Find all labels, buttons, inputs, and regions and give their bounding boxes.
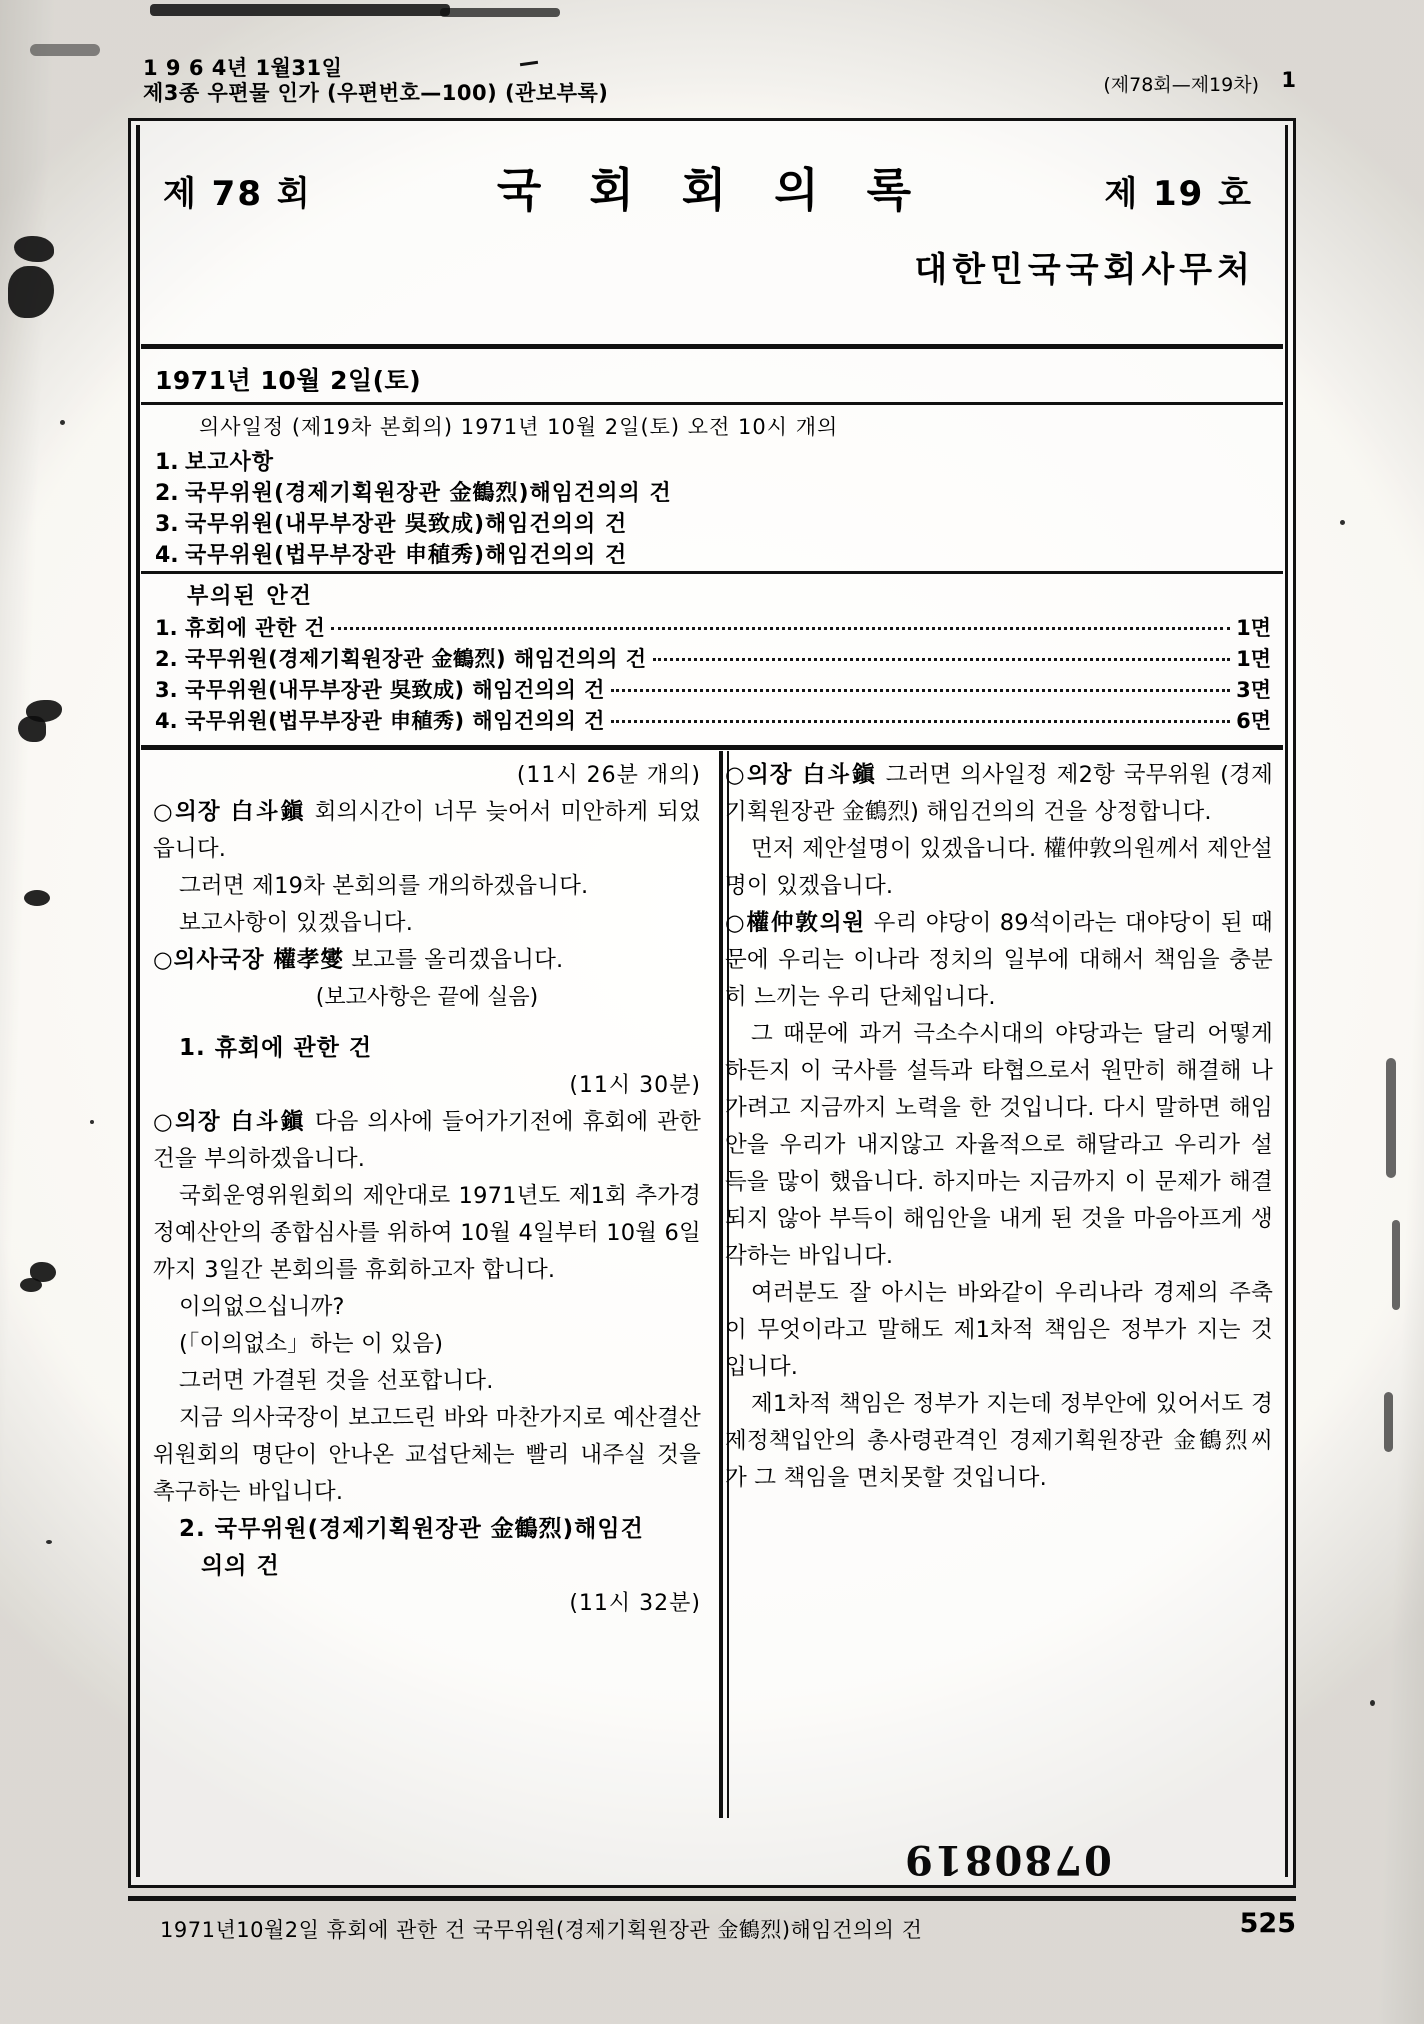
transcript-paragraph: 지금 의사국장이 보고드린 바와 마찬가지로 예산결산위원회의 명단이 안나온 교섭단체는 빨리 내주실 것을 촉구하는 바입니다. [153, 1405, 701, 1505]
speaker-label: ○의사국장 權孝燮 [153, 947, 344, 973]
contents-item [155, 706, 1271, 737]
publication-date: 1 9 6 4년 1월31일 [143, 56, 343, 80]
section-heading: 1. 휴회에 관한 건 [179, 1035, 373, 1061]
speaker-label: ○의장 白斗鎭 [725, 762, 878, 788]
contents-item-page: 1면 [1236, 647, 1271, 671]
session-date: 1971년 10월 2일(토) [155, 366, 422, 395]
section-time: (11시 32분) [569, 1591, 701, 1616]
section-heading: 2. 국무위원(경제기획원장관 金鶴烈)해임건 [179, 1516, 644, 1542]
contents-section [141, 575, 1283, 745]
transcript-paragraph [725, 905, 1273, 1016]
speaker-label: ○의장 白斗鎭 [153, 1109, 306, 1135]
transcript-paragraph: 여러분도 잘 아시는 바와같이 우리나라 경제의 주축이 무엇이라고 말해도 제1차적 책임은 정부가 지는 것입니다. [725, 1280, 1273, 1380]
agenda-item-number: 3. [155, 512, 179, 537]
agenda-item [155, 509, 1273, 540]
agenda-section [141, 405, 1283, 569]
masthead-issue: 제 19 호 [1104, 174, 1253, 214]
section-time: (11시 30분) [569, 1073, 701, 1098]
footer-page-number: 525 [1239, 1908, 1296, 1939]
contents-item-number: 2. [155, 647, 178, 671]
speaker-label: ○權仲敦의원 [725, 910, 866, 936]
column-divider [719, 751, 723, 1818]
archival-stamp-number: 0780819 [903, 1836, 1112, 1883]
divider-masthead [141, 344, 1283, 349]
transcript-paragraph: 국회운영위원회의 제안대로 1971년도 제1회 추가경정예산안의 종합심사를 위하여 10월 4일부터 10월 6일까지 3일간 본회의를 휴회하고자 합니다. [153, 1183, 701, 1283]
contents-list [155, 613, 1271, 737]
speech-text: 우리 야당이 89석이라는 대야당이 된 때문에 우리는 이나라 정치의 일부에 대해서 책임을 충분히 느끼는 우리 단체입니다. [725, 910, 1273, 1010]
dot-leader-icon [331, 627, 1230, 630]
dot-leader-icon [653, 658, 1231, 661]
dot-leader-icon [611, 720, 1230, 723]
agenda-item-label: 국무위원(내무부장관 吳致成)해임건의의 건 [185, 512, 628, 537]
agenda-item [155, 447, 1273, 478]
speech-text: 그러면 의사일정 제2항 국무위원 (경제기획원장관 金鶴烈) 해임건의의 건을 상정합니다. [725, 762, 1273, 825]
speech-text: 보고를 올리겠읍니다. [343, 947, 564, 973]
transcript-paragraph [153, 942, 701, 979]
agenda-item-label: 보고사항 [185, 450, 275, 475]
transcript-paragraph: 그러면 제19차 본회의를 개의하겠읍니다. [179, 873, 589, 899]
session-reference: (제78회—제19차) [1103, 74, 1259, 96]
transcript-paragraph: 제1차적 책임은 정부가 지는데 정부안에 있어서도 경제정책입안의 총사령관격인 경제기획원장관 金鶴烈씨가 그 책임을 면치못할 것입니다. [725, 1391, 1273, 1491]
contents-item-number: 3. [155, 678, 178, 702]
contents-item-page: 3면 [1236, 678, 1271, 702]
footer-rule [128, 1896, 1296, 1901]
speaker-label: ○의장 白斗鎭 [153, 799, 306, 825]
page-footer [128, 1896, 1296, 1956]
running-head-page-number: 1 [1281, 68, 1296, 92]
agenda-item-number: 2. [155, 481, 179, 506]
contents-item-label: 휴회에 관한 건 [185, 616, 326, 640]
contents-item-page: 6면 [1236, 709, 1271, 733]
agenda-item [155, 540, 1273, 571]
dot-leader-icon [611, 689, 1230, 692]
section-heading-continued: 의의 건 [201, 1553, 280, 1579]
contents-item-label: 국무위원(법무부장관 申稙秀) 해임건의의 건 [185, 709, 605, 733]
contents-item-number: 1. [155, 616, 178, 640]
speech-text: 다음 의사에 들어가기전에 휴회에 관한 건을 부의하겠읍니다. [153, 1109, 701, 1172]
open-time: (11시 26분 개의) [516, 763, 701, 788]
agenda-item-label: 국무위원(법무부장관 申稙秀)해임건의의 건 [185, 543, 628, 568]
speech-text: 회의시간이 너무 늦어서 미안하게 되었읍니다. [153, 799, 701, 862]
transcript-body [141, 749, 1283, 1822]
transcript-column-left [153, 757, 701, 1822]
agenda-list [155, 447, 1273, 571]
date-bar [141, 350, 1283, 402]
contents-item [155, 644, 1271, 675]
transcript-paragraph [153, 1104, 701, 1178]
postal-permit: 제3종 우편물 인가 (우편번호—100) (관보부록) [143, 81, 609, 105]
contents-item-number: 4. [155, 709, 178, 733]
running-head [0, 0, 1424, 120]
page-frame [128, 118, 1296, 1888]
transcript-paragraph: 그 때문에 과거 극소수시대의 야당과는 달리 어떻게 하든지 이 국사를 설득과 타협으로서 원만히 해결해 나가려고 지금까지 노력을 한 것입니다. 다시 말하면 해임안을 우리가 내지않고 자율적으로 해달라고 우리가 설득을 많이 했읍니다. 하지마는 지금까지 이 문제가 해결되지 않아 부득이 해임안을 내게 된 것을 마음아프게 생각하는 바입니다. [725, 1021, 1273, 1269]
divider-agenda [141, 571, 1283, 574]
agenda-item [155, 478, 1273, 509]
masthead-office: 대한민국국회사무처 [914, 250, 1255, 290]
agenda-item-number: 4. [155, 543, 179, 568]
editorial-note: (보고사항은 끝에 실음) [315, 985, 539, 1010]
transcript-paragraph: 이의없으십니까? [179, 1294, 345, 1320]
transcript-paragraph: 먼저 제안설명이 있겠읍니다. 權仲敦의원께서 제안설명이 있겠읍니다. [725, 836, 1273, 899]
contents-item [155, 675, 1271, 706]
page-title: 국 회 회 의 록 [496, 163, 928, 217]
editorial-note: (「이의없소」하는 이 있음) [179, 1331, 444, 1357]
agenda-item-label: 국무위원(경제기획원장관 金鶴烈)해임건의의 건 [185, 481, 672, 506]
masthead [141, 126, 1283, 344]
contents-item-label: 국무위원(내무부장관 吳致成) 해임건의의 건 [185, 678, 605, 702]
running-head-left [143, 56, 608, 106]
footer-running-title: 1971년10월2일 휴회에 관한 건 국무위원(경제기획원장관 金鶴烈)해임건의의 건 [160, 1918, 923, 1942]
agenda-item-number: 1. [155, 450, 179, 475]
transcript-paragraph: 그러면 가결된 것을 선포합니다. [179, 1368, 494, 1394]
transcript-paragraph [153, 794, 701, 868]
transcript-paragraph: 보고사항이 있겠읍니다. [179, 910, 414, 936]
masthead-session: 제 78 회 [163, 174, 312, 214]
contents-heading: 부의된 안건 [187, 584, 313, 609]
transcript-paragraph [725, 757, 1273, 831]
contents-item-page: 1면 [1236, 616, 1271, 640]
contents-item [155, 613, 1271, 644]
contents-item-label: 국무위원(경제기획원장관 金鶴烈) 해임건의의 건 [185, 647, 647, 671]
transcript-column-right [725, 757, 1273, 1822]
agenda-heading: 의사일정 (제19차 본회의) 1971년 10월 2일(토) 오전 10시 개의 [199, 415, 839, 439]
